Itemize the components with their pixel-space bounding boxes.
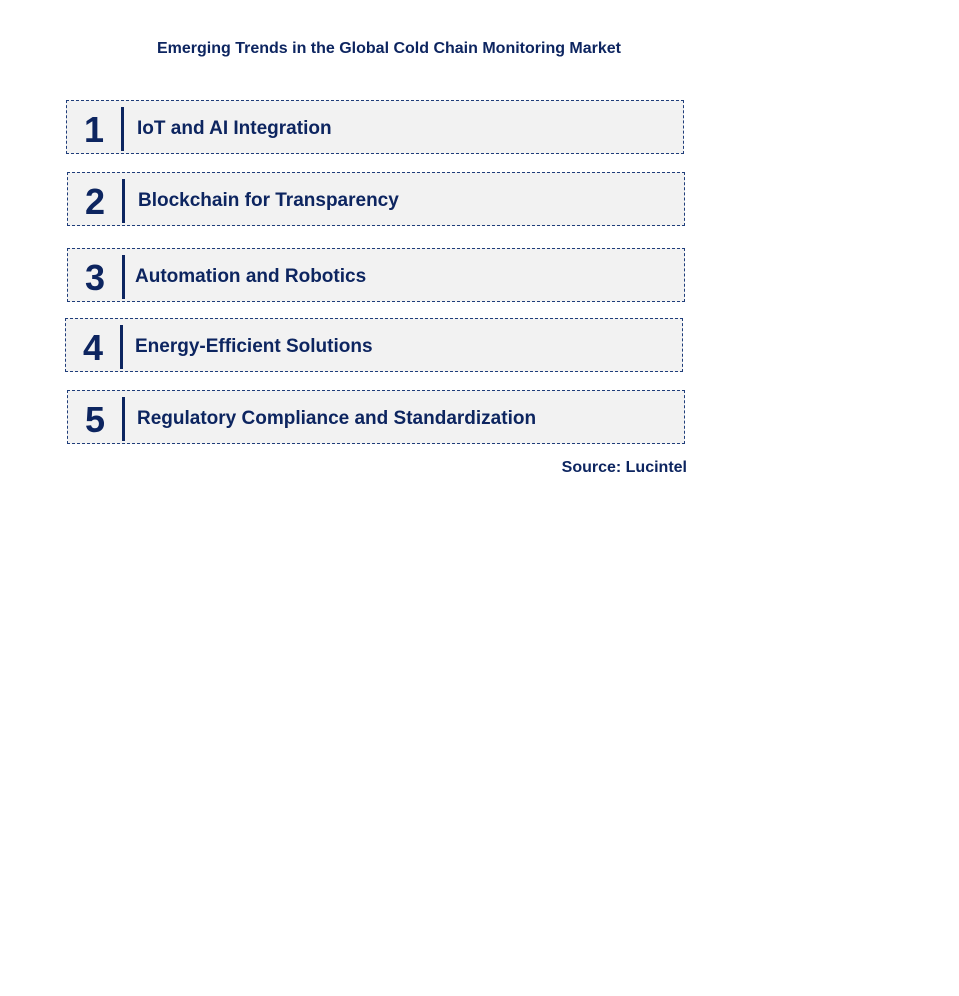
trend-divider — [120, 325, 123, 369]
trend-divider — [121, 107, 124, 151]
trend-item-2 — [67, 172, 685, 226]
trend-number: 4 — [82, 327, 104, 368]
trend-divider — [122, 397, 125, 441]
page-title: Emerging Trends in the Global Cold Chain Monitoring Market — [156, 40, 622, 57]
trend-number: 2 — [84, 181, 106, 222]
trend-item-5 — [67, 390, 685, 444]
trend-number: 1 — [83, 109, 105, 150]
trend-item-4 — [65, 318, 683, 372]
trend-label: Energy-Efficient Solutions — [135, 336, 373, 357]
trend-label: Regulatory Compliance and Standardization — [137, 408, 537, 429]
trend-number: 5 — [84, 399, 106, 440]
source-label: Source: Lucintel — [561, 459, 687, 476]
trend-divider — [122, 179, 125, 223]
trend-label: Automation and Robotics — [135, 266, 367, 287]
trend-label: Blockchain for Transparency — [138, 190, 399, 211]
trend-number: 3 — [84, 257, 106, 298]
trend-item-1 — [66, 100, 684, 154]
trend-label: IoT and AI Integration — [137, 118, 332, 139]
trend-divider — [122, 255, 125, 299]
trend-item-3 — [67, 248, 685, 302]
